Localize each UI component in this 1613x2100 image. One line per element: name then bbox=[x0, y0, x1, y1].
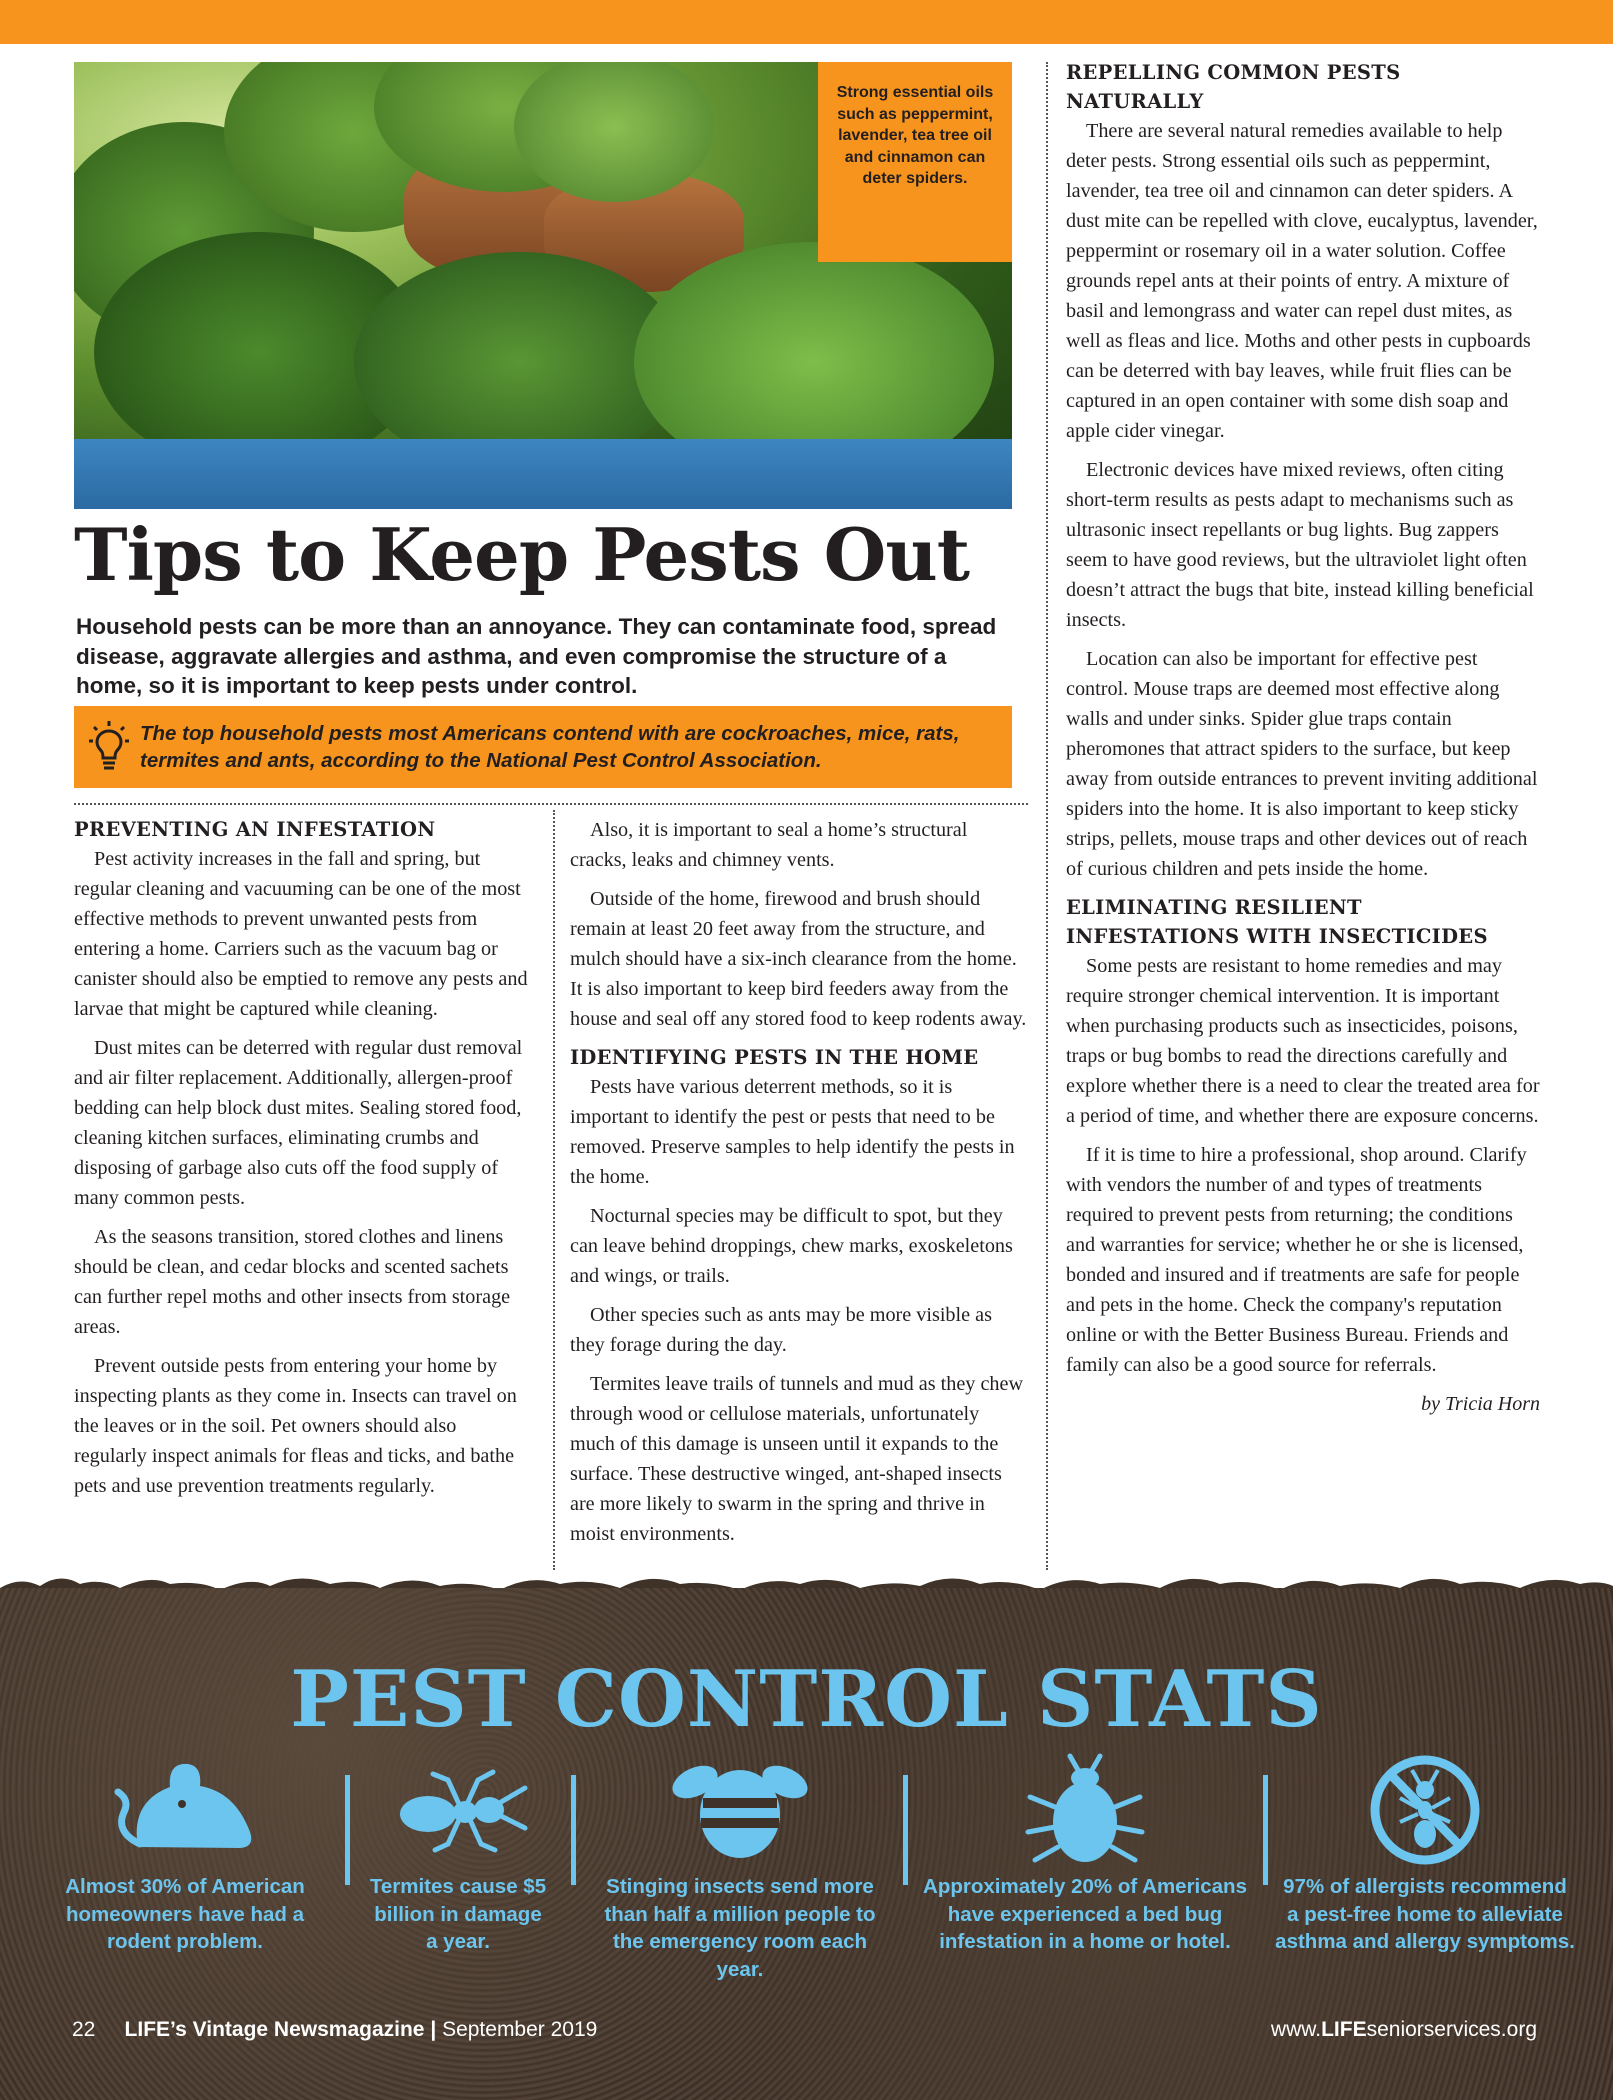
footer-left bbox=[72, 2018, 597, 2042]
stat-text: Approximately 20% of Americans have experienced a bed bug infestation in a home or hotel. bbox=[923, 1875, 1247, 1953]
magazine-name: LIFE’s Vintage Newsmagazine bbox=[124, 2018, 425, 2041]
stat-divider bbox=[1263, 1775, 1268, 1885]
stat-rodent bbox=[40, 1752, 330, 1956]
stat-divider bbox=[903, 1775, 908, 1885]
paragraph: Termites leave trails of tunnels and mud as they chew through wood or cellulose materials, unfortunately much of this damage is unseen until it expands to the surface. These destructive winged, ant-shaped insects are more likely to swarm in the spring and thrive in moist environments. bbox=[570, 1373, 1024, 1545]
fact-text: The top household pests most Americans contend with are cockroaches, mice, rats, termites and ants, according to the National Pest Control Association. bbox=[140, 722, 960, 772]
stat-stinging bbox=[590, 1752, 890, 1983]
paragraph: Prevent outside pests from entering your home by inspecting plants as they come in. Insects can travel on the leaves or in the soil. Pet owners should also regularly inspect animals for fleas and ticks, and bathe pets and use prevention treatments regularly. bbox=[74, 1355, 517, 1497]
page-number: 22 bbox=[72, 2018, 96, 2041]
url-prefix: www. bbox=[1270, 2018, 1322, 2041]
paragraph: Electronic devices have mixed reviews, often citing short-term results as pests adapt to mechanisms such as ultrasonic insect repellants or bug lights. Bug zappers seem to have good reviews, but the ultraviolet light often doesn’t attract the bugs that bite, instead killing beneficial insects. bbox=[1066, 459, 1534, 631]
paragraph: Nocturnal species may be difficult to spot, but they can leave behind droppings, chew marks, exoskeletons and wings, or trails. bbox=[570, 1205, 1013, 1287]
byline: by Tricia Horn bbox=[1421, 1393, 1540, 1415]
stats-title: PEST CONTROL STATS bbox=[290, 1654, 1323, 1745]
paragraph: As the seasons transition, stored clothes and linens should be clean, and cedar blocks and scented sachets can further repel moths and other insects from storage areas. bbox=[74, 1226, 511, 1338]
column-2 bbox=[570, 815, 1028, 1558]
bed-bug-icon bbox=[1010, 1752, 1160, 1867]
paragraph: Pest activity increases in the fall and spring, but regular cleaning and vacuuming can be one of the most effective methods to prevent unwanted pests from entering a home. Carriers such as the vacuum bag or canister should also be emptied to remove any pests and larvae that might be captured while cleaning. bbox=[74, 848, 528, 1020]
paragraph: Location can also be important for effective pest control. Mouse traps are deemed most effective along walls and under sinks. Spider glue traps contain pheromones that attract spiders to the surface, but keep away from outside entrances to prevent inviting additional spiders into the home. It is also important to keep sticky strips, pellets, mouse traps and other devices out of reach of curious children and pets inside the home. bbox=[1066, 648, 1538, 880]
termite-icon bbox=[383, 1752, 533, 1867]
url-suffix: seniorservices.org bbox=[1366, 2018, 1537, 2041]
no-ant-icon bbox=[1360, 1752, 1490, 1867]
lightbulb-icon bbox=[88, 719, 130, 775]
stat-text: 97% of allergists recommend a pest-free home to alleviate asthma and allergy symptoms. bbox=[1275, 1875, 1575, 1953]
paragraph: Pests have various deterrent methods, so it is important to identify the pest or pests that need to be removed. Preserve samples to help identify the pests in the home. bbox=[570, 1076, 1015, 1188]
dotted-rule bbox=[74, 803, 1028, 805]
stat-divider bbox=[571, 1775, 576, 1885]
top-orange-bar bbox=[0, 0, 1613, 44]
section-heading: IDENTIFYING PESTS IN THE HOME bbox=[570, 1046, 979, 1069]
issue-date: September 2019 bbox=[442, 2018, 598, 2041]
stat-allergists bbox=[1275, 1752, 1575, 1956]
mouse-icon bbox=[110, 1752, 260, 1867]
url-bold: LIFE bbox=[1321, 2018, 1367, 2041]
column-rule bbox=[553, 810, 555, 1570]
section-heading: PREVENTING AN INFESTATION bbox=[74, 818, 436, 841]
fact-banner bbox=[74, 706, 1012, 788]
article-headline: Tips to Keep Pests Out bbox=[74, 512, 969, 597]
stat-text: Termites cause $5 billion in damage a year. bbox=[369, 1875, 547, 1953]
stat-termite bbox=[368, 1752, 548, 1956]
paragraph: Dust mites can be deterred with regular dust removal and air filter replacement. Additionally, allergen-proof bedding can help block dust mites. Sealing stored food, cleaning kitchen surfaces, eliminating crumbs and disposing of garbage also cuts off the food supply of many common pests. bbox=[74, 1037, 523, 1209]
paragraph: There are several natural remedies available to help deter pests. Strong essential oils such as peppermint, lavender, tea tree oil and cinnamon can deter spiders. A dust mite can be repelled with clove, eucalyptus, lavender, peppermint or rosemary oil in a water solution. Coffee grounds repel ants at their points of entry. A mixture of basil and lemongrass and water can repel dust mites, as well as fleas and lice. Moths and other pests in cupboards can be deterred with bay leaves, while fruit flies can be captured in an open container with some dish soap and apple cider vinegar. bbox=[1066, 120, 1538, 442]
paragraph: Some pests are resistant to home remedies and may require stronger chemical intervention. It is important when purchasing products such as insecticides, poisons, traps or bug bombs to read the directions carefully and explore whether there is a need to clear the treated area for a period of time, and whether there are exposure concerns. bbox=[1066, 955, 1540, 1127]
paragraph: Also, it is important to seal a home’s structural cracks, leaks and chimney vents. bbox=[570, 819, 968, 871]
stat-text: Stinging insects send more than half a million people to the emergency room each year. bbox=[604, 1875, 876, 1981]
paragraph: Other species such as ants may be more visible as they forage during the day. bbox=[570, 1304, 992, 1356]
bee-icon bbox=[665, 1752, 815, 1867]
column-rule bbox=[1046, 62, 1048, 1570]
paragraph: Outside of the home, firewood and brush should remain at least 20 feet away from the structure, and mulch should have a six-inch clearance from the home. It is also important to keep bird feeders away from the house and seal off any stored food to keep rodents away. bbox=[570, 888, 1027, 1030]
paragraph: If it is time to hire a professional, shop around. Clarify with vendors the number of and types of treatments required to prevent pests from returning; the conditions and warranties for service; whether he or she is licensed, bonded and insured and if treatments are safe for people and pets in the home. Check the company's reputation online or with the Better Business Bureau. Friends and family can also be a good source for referrals. bbox=[1066, 1144, 1527, 1376]
column-3 bbox=[1066, 58, 1540, 1419]
article-deck: Household pests can be more than an annoyance. They can contaminate food, spread disease, aggravate allergies and asthma, and even compromise the structure of a home, so it is important to keep pests under control. bbox=[76, 614, 997, 698]
image-callout: Strong essential oils such as peppermint, lavender, tea tree oil and cinnamon can deter spiders. bbox=[818, 62, 1012, 262]
stat-bedbug bbox=[920, 1752, 1250, 1956]
footer-separator: | bbox=[430, 2018, 437, 2041]
column-1 bbox=[74, 815, 534, 1510]
section-heading: ELIMINATING RESILIENT INFESTATIONS WITH INSECTICIDES bbox=[1066, 896, 1488, 948]
stat-divider bbox=[345, 1775, 350, 1885]
section-heading: REPELLING COMMON PESTS NATURALLY bbox=[1066, 61, 1401, 113]
footer-url[interactable] bbox=[1271, 2018, 1537, 2042]
stat-text: Almost 30% of American homeowners have had a rodent problem. bbox=[65, 1875, 305, 1953]
